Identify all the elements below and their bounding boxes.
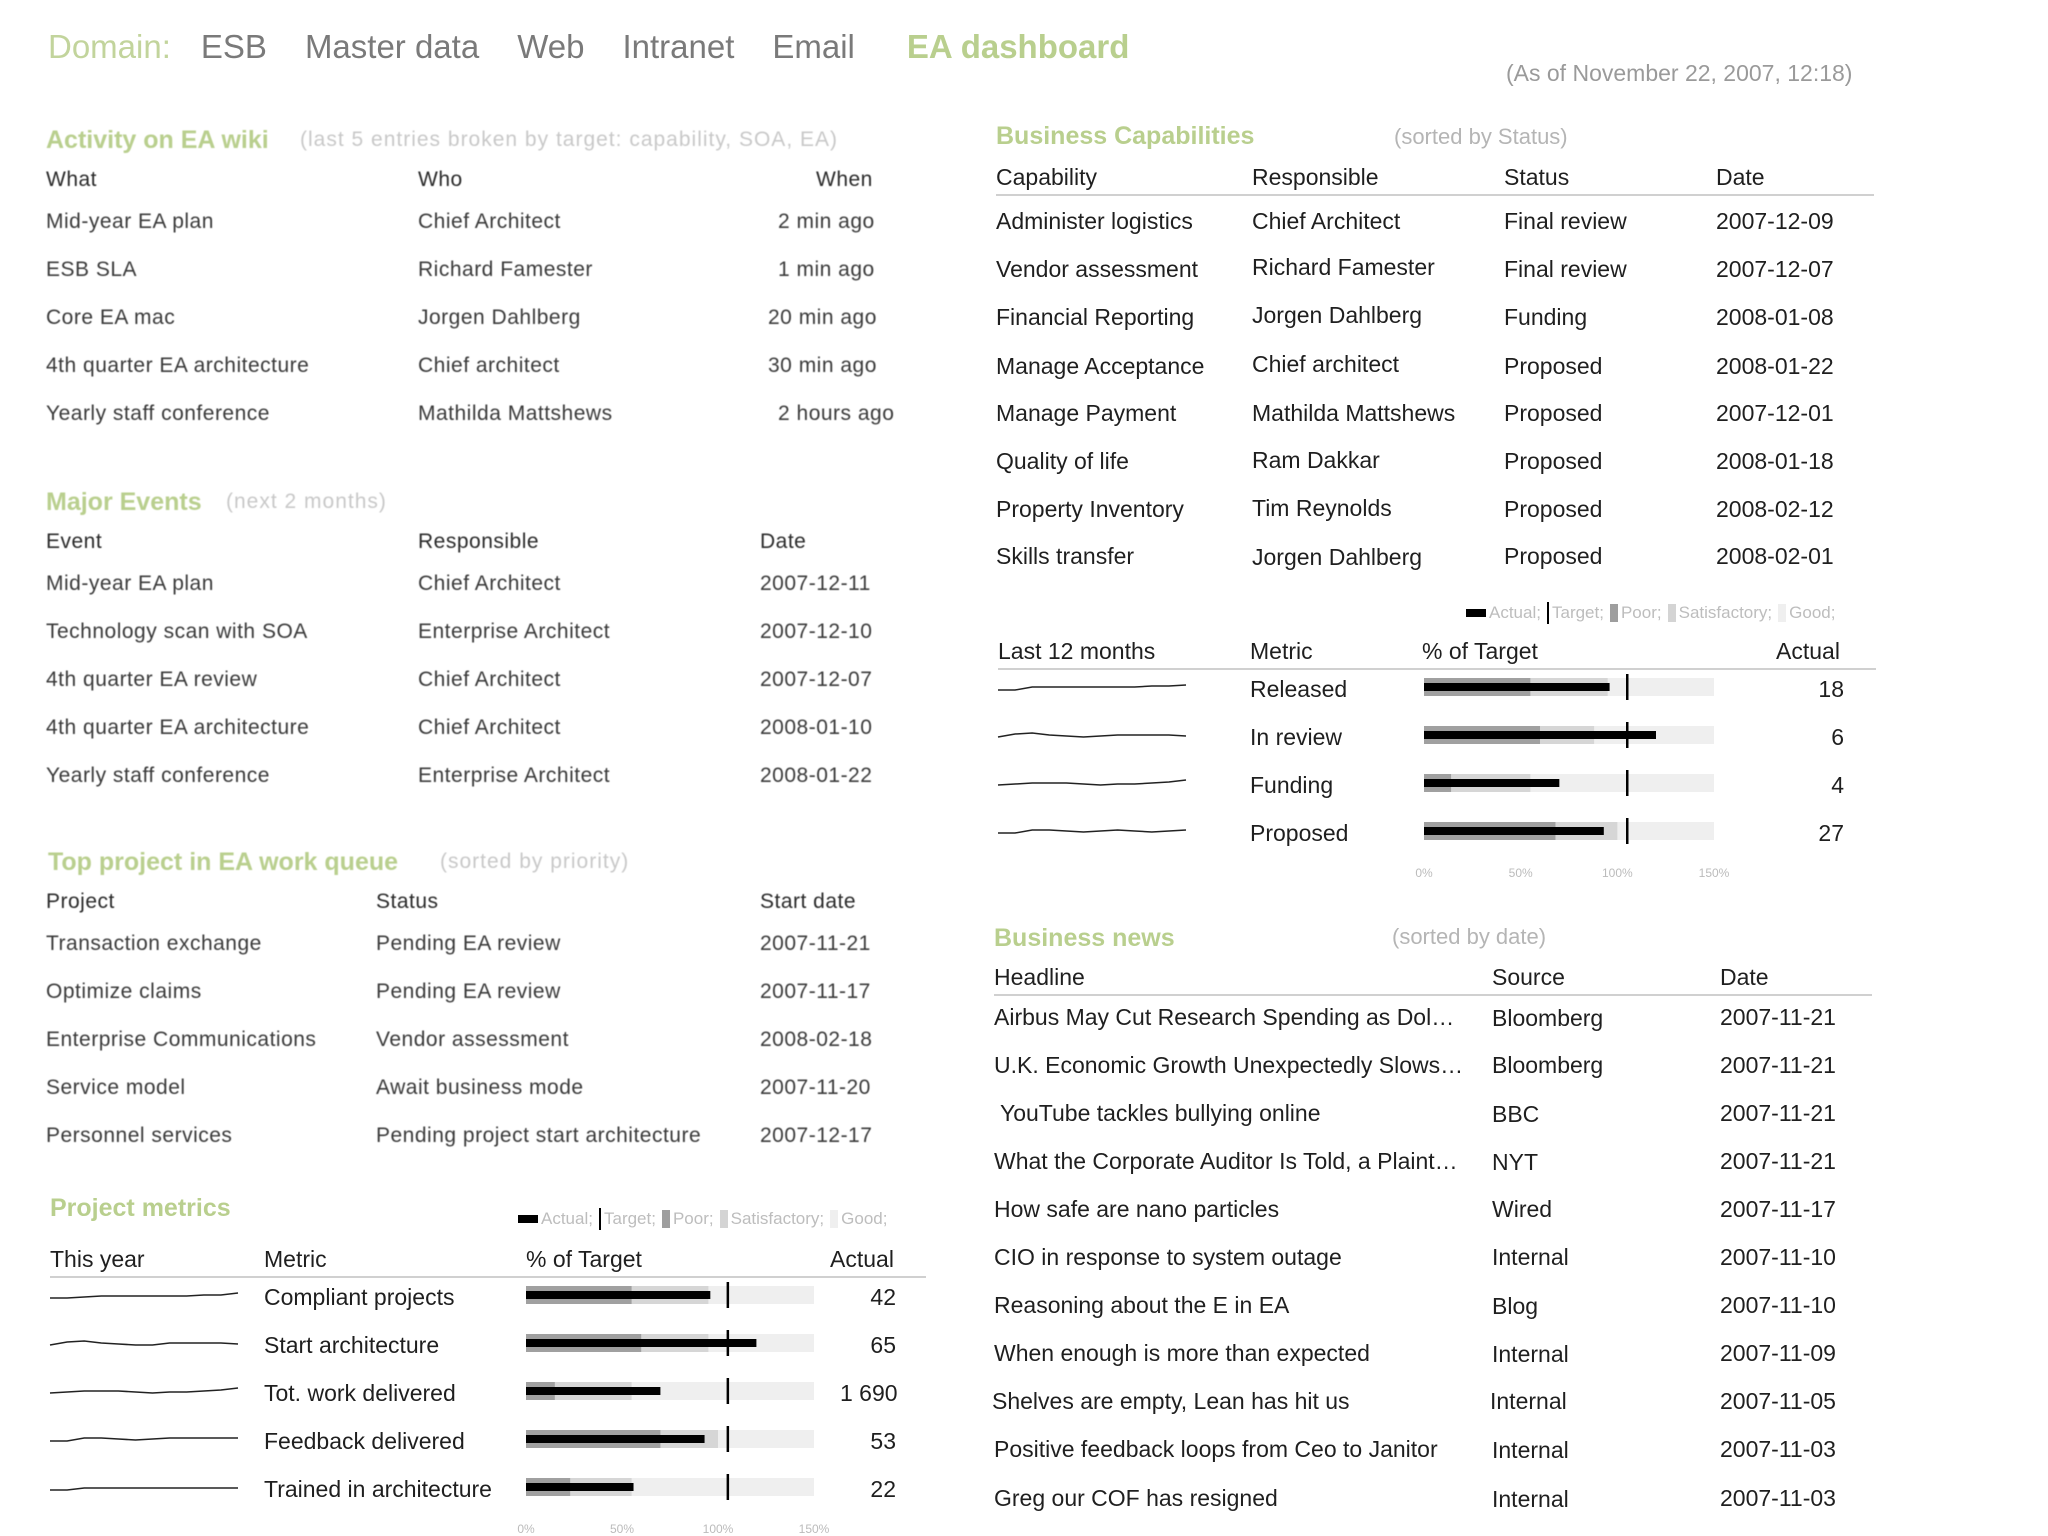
cell-date: 2008-01-22: [1716, 353, 1834, 379]
legend-target-swatch: [1547, 602, 1549, 624]
cell-status: Await business mode: [376, 1076, 584, 1099]
actual-bar: [1424, 779, 1559, 787]
header-divider: [996, 194, 1874, 196]
target-marker: [1626, 674, 1629, 700]
cell-start-date: 2007-11-17: [760, 980, 871, 1003]
sparkline-path: [50, 1341, 238, 1345]
legend-label: Poor;: [672, 1209, 714, 1228]
bullet-graph: [526, 1330, 814, 1356]
legend-label: Target;: [603, 1209, 656, 1228]
events-subtitle: (next 2 months): [226, 490, 387, 513]
cell-project: Transaction exchange: [46, 932, 262, 955]
cell-event: 4th quarter EA review: [46, 668, 258, 691]
sparkline: [998, 730, 1186, 746]
legend-label: Actual;: [541, 1209, 593, 1228]
cell-date: 2008-01-18: [1716, 448, 1834, 474]
cell-date: 2007-12-10: [760, 620, 873, 643]
news-headline-link[interactable]: Reasoning about the E in EA: [994, 1292, 1290, 1318]
project-metrics-legend: [518, 1208, 893, 1230]
actual-value: 6: [1831, 724, 1844, 750]
cell-responsible: Mathilda Mattshews: [1252, 400, 1456, 426]
axis-tick-label: 100%: [1601, 866, 1633, 880]
domain-label: Domain:: [48, 28, 171, 65]
cell-who: Richard Famester: [418, 258, 593, 281]
news-headline-link[interactable]: Shelves are empty, Lean has hit us: [992, 1388, 1350, 1414]
cell-source: NYT: [1492, 1149, 1538, 1175]
news-headline-link[interactable]: Airbus May Cut Research Spending as Dol…: [994, 1004, 1455, 1030]
legend-label: Actual;: [1489, 603, 1541, 622]
cell-start-date: 2007-11-21: [760, 932, 871, 955]
actual-value: 42: [870, 1284, 896, 1310]
cell-source: Blog: [1492, 1293, 1539, 1319]
top-nav: [48, 28, 1167, 76]
cell-source: Internal: [1492, 1486, 1569, 1512]
cell-who: Chief Architect: [418, 210, 561, 233]
sparkline-path: [998, 780, 1186, 785]
col-header: Metric: [264, 1246, 327, 1272]
legend-actual-swatch: [1466, 609, 1486, 617]
legend-label: Satisfactory;: [730, 1209, 825, 1228]
cell-status: Final review: [1504, 208, 1627, 234]
bullet-graph: [1424, 770, 1714, 796]
col-header: Status: [376, 890, 439, 913]
news-subtitle: (sorted by date): [1392, 924, 1547, 949]
activity-table: [46, 168, 895, 438]
sparkline: [50, 1290, 238, 1306]
cell-what: 4th quarter EA architecture: [46, 354, 310, 377]
cell-date: 2007-11-10: [1720, 1244, 1836, 1270]
sparkline: [998, 778, 1186, 794]
cell-status: Final review: [1504, 256, 1627, 282]
news-table: [994, 964, 1874, 1524]
target-marker: [1626, 818, 1629, 844]
cell-source: Internal: [1492, 1341, 1569, 1367]
target-marker: [727, 1474, 730, 1500]
col-header: % of Target: [1422, 638, 1538, 664]
events-title: Major Events: [46, 488, 202, 516]
col-header: When: [816, 168, 873, 191]
cell-status: Pending EA review: [376, 932, 561, 955]
sparkline-path: [998, 733, 1186, 737]
cell-date: 2007-11-03: [1720, 1485, 1836, 1511]
cell-what: Yearly staff conference: [46, 402, 270, 425]
legend-poor-swatch: [1610, 604, 1618, 622]
actual-value: 65: [870, 1332, 896, 1358]
bullet-graph: [526, 1378, 814, 1404]
events-table: [46, 530, 886, 800]
col-header: Last 12 months: [998, 638, 1156, 664]
cell-date: 2007-12-01: [1716, 400, 1834, 426]
news-headline-link[interactable]: CIO in response to system outage: [994, 1244, 1342, 1270]
news-headline-link[interactable]: YouTube tackles bullying online: [994, 1100, 1321, 1126]
legend-label: Good;: [1789, 603, 1836, 622]
cell-date: 2007-11-17: [1720, 1196, 1836, 1222]
cell-capability[interactable]: Property Inventory: [996, 496, 1184, 522]
cell-responsible: Jorgen Dahlberg: [1252, 544, 1423, 570]
target-marker: [1626, 722, 1629, 748]
actual-value: 27: [1818, 820, 1844, 846]
cell-responsible: Chief Architect: [418, 668, 561, 691]
legend-label: Target;: [1551, 603, 1604, 622]
sparkline-path: [998, 830, 1186, 833]
cell-status: Pending EA review: [376, 980, 561, 1003]
sparkline-path: [50, 1438, 238, 1441]
nav-link-esb[interactable]: ESB: [200, 28, 267, 65]
news-headline-link[interactable]: What the Corporate Auditor Is Told, a Plaint…: [994, 1148, 1458, 1174]
cell-when: 1 min ago: [778, 258, 875, 281]
axis-tick-label: 50%: [609, 1522, 635, 1536]
cell-date: 2007-11-10: [1720, 1292, 1836, 1318]
capabilities-title: Business Capabilities: [996, 122, 1255, 150]
cell-when: 20 min ago: [768, 306, 877, 329]
col-header: Responsible: [1252, 164, 1379, 190]
target-marker: [727, 1378, 730, 1404]
cell-date: 2007-11-21: [1720, 1148, 1836, 1174]
actual-bar: [1424, 827, 1604, 835]
col-header: Actual: [1776, 638, 1840, 664]
legend-label: Satisfactory;: [1678, 603, 1773, 622]
col-header: Project: [46, 890, 115, 913]
cell-responsible: Chief Architect: [418, 572, 561, 595]
cell-capability[interactable]: Skills transfer: [996, 543, 1135, 569]
target-marker: [1626, 770, 1629, 796]
sparkline: [998, 682, 1186, 698]
nav-link-intranet[interactable]: Intranet: [622, 28, 735, 65]
cell-capability[interactable]: Financial Reporting: [996, 304, 1195, 330]
col-header: % of Target: [526, 1246, 642, 1272]
cell-date: 2007-11-09: [1720, 1340, 1836, 1366]
cell-capability[interactable]: Manage Payment: [996, 400, 1177, 426]
axis-tick-label: 150%: [1698, 866, 1730, 880]
cell-date: 2007-11-21: [1720, 1052, 1836, 1078]
project-metrics-title: Project metrics: [50, 1194, 231, 1222]
cell-status: Proposed: [1504, 400, 1603, 426]
metric-label: In review: [1250, 724, 1343, 750]
queue-title: Top project in EA work queue: [48, 848, 399, 876]
cell-date: 2007-12-11: [760, 572, 871, 595]
cell-date: 2007-11-05: [1720, 1388, 1836, 1414]
cell-date: 2008-02-01: [1716, 543, 1834, 569]
cell-status: Pending project start architecture: [376, 1124, 702, 1147]
metric-label: Start architecture: [264, 1332, 440, 1358]
cell-date: 2007-12-07: [760, 668, 873, 691]
target-marker: [727, 1330, 730, 1356]
actual-bar: [526, 1483, 634, 1491]
col-header: Event: [46, 530, 103, 553]
cell-date: 2008-02-12: [1716, 496, 1834, 522]
bullet-graph: [526, 1282, 814, 1308]
cell-responsible: Ram Dakkar: [1252, 447, 1380, 473]
cell-start-date: 2008-02-18: [760, 1028, 873, 1051]
metric-label: Proposed: [1250, 820, 1349, 846]
col-header: Who: [418, 168, 463, 191]
axis-tick-label: 50%: [1508, 866, 1533, 880]
cell-source: Internal: [1492, 1437, 1569, 1463]
cell-date: 2007-11-03: [1720, 1436, 1836, 1462]
actual-value: 4: [1831, 772, 1844, 798]
col-header: Metric: [1250, 638, 1313, 664]
axis-tick-label: 150%: [798, 1522, 830, 1536]
news-headline-link[interactable]: Greg our COF has resigned: [994, 1485, 1278, 1511]
legend-label: Good;: [841, 1209, 888, 1228]
cell-event: 4th quarter EA architecture: [46, 716, 310, 739]
col-header: Actual: [830, 1246, 894, 1272]
nav-link-email[interactable]: Email: [772, 28, 855, 65]
cell-date: 2007-12-09: [1716, 208, 1834, 234]
cell-date: 2007-11-21: [1720, 1100, 1836, 1126]
cell-project: Service model: [46, 1076, 186, 1099]
cell-capability[interactable]: Administer logistics: [996, 208, 1193, 234]
col-header: Capability: [996, 164, 1097, 190]
cell-capability[interactable]: Quality of life: [996, 448, 1129, 474]
actual-value: 1 690: [840, 1380, 898, 1406]
nav-link-web[interactable]: Web: [517, 28, 585, 65]
header-divider: [998, 668, 1876, 670]
activity-title: Activity on EA wiki: [46, 126, 269, 154]
cell-responsible: Enterprise Architect: [418, 764, 611, 787]
metric-label: Compliant projects: [264, 1284, 455, 1310]
activity-subtitle: (last 5 entries broken by target: capability, SOA, EA): [300, 128, 838, 151]
news-title: Business news: [994, 924, 1175, 952]
col-header: Source: [1492, 964, 1565, 990]
col-header: Start date: [760, 890, 857, 913]
nav-link-master-data[interactable]: Master data: [304, 28, 480, 65]
cell-capability[interactable]: Manage Acceptance: [996, 353, 1205, 379]
actual-value: 53: [870, 1428, 896, 1454]
cell-who: Jorgen Dahlberg: [418, 306, 581, 329]
axis-tick-label: 100%: [702, 1522, 734, 1536]
cell-source: Internal: [1490, 1388, 1567, 1414]
queue-table: [46, 890, 886, 1160]
cell-source: Internal: [1492, 1244, 1569, 1270]
cell-capability[interactable]: Vendor assessment: [996, 256, 1199, 282]
bullet-graph: [526, 1426, 814, 1452]
cell-who: Mathilda Mattshews: [418, 402, 613, 425]
bullet-graph: [1424, 722, 1714, 748]
cell-source: Bloomberg: [1492, 1052, 1604, 1078]
as-of-timestamp: (As of November 22, 2007, 12:18): [1506, 60, 1853, 86]
legend-poor-swatch: [662, 1210, 670, 1228]
sparkline: [50, 1434, 238, 1450]
cell-responsible: Richard Famester: [1252, 254, 1435, 280]
cap-metrics-table: [998, 636, 1878, 896]
cap-metrics-legend: [1466, 602, 1841, 624]
cell-source: Wired: [1492, 1196, 1553, 1222]
cell-responsible: Chief Architect: [418, 716, 561, 739]
actual-value: 18: [1818, 676, 1844, 702]
bullet-graph: [526, 1474, 814, 1500]
cell-what: Mid-year EA plan: [46, 210, 214, 233]
cell-status: Funding: [1504, 304, 1588, 330]
legend-good-swatch: [830, 1210, 838, 1228]
legend-satisfactory-swatch: [1668, 604, 1676, 622]
cell-start-date: 2007-12-17: [760, 1124, 873, 1147]
cell-event: Mid-year EA plan: [46, 572, 214, 595]
capabilities-subtitle: (sorted by Status): [1394, 124, 1568, 149]
metric-label: Funding: [1250, 772, 1334, 798]
project-metrics-table: [50, 1242, 930, 1536]
col-header: Date: [760, 530, 807, 553]
cell-responsible: Chief architect: [1252, 351, 1400, 377]
cell-event: Technology scan with SOA: [46, 620, 308, 643]
col-header: What: [46, 168, 98, 191]
metric-label: Feedback delivered: [264, 1428, 465, 1454]
header-divider: [994, 994, 1872, 996]
cell-when: 30 min ago: [768, 354, 877, 377]
bullet-graph: [1424, 818, 1714, 844]
legend-satisfactory-swatch: [720, 1210, 728, 1228]
legend-label: Poor;: [1620, 603, 1662, 622]
cell-status: Vendor assessment: [376, 1028, 569, 1051]
actual-bar: [526, 1435, 705, 1443]
cell-what: Core EA mac: [46, 306, 176, 329]
sparkline-path: [998, 685, 1186, 690]
col-header: Date: [1716, 164, 1765, 190]
legend-target-swatch: [599, 1208, 601, 1230]
cell-responsible: Chief Architect: [1252, 208, 1401, 234]
cell-date: 2007-12-07: [1716, 256, 1834, 282]
news-headline-link[interactable]: U.K. Economic Growth Unexpectedly Slows…: [994, 1052, 1464, 1078]
header-divider: [50, 1276, 926, 1278]
cell-who: Chief architect: [418, 354, 560, 377]
target-marker: [727, 1282, 730, 1308]
actual-value: 22: [870, 1476, 896, 1502]
cell-status: Proposed: [1504, 543, 1603, 569]
cell-what: ESB SLA: [46, 258, 138, 281]
queue-subtitle: (sorted by priority): [440, 850, 630, 873]
sparkline: [50, 1386, 238, 1402]
news-headline-link[interactable]: Positive feedback loops from Ceo to Janitor: [994, 1436, 1438, 1462]
col-header: Headline: [994, 964, 1085, 990]
cell-date: 2008-01-08: [1716, 304, 1834, 330]
cell-project: Personnel services: [46, 1124, 233, 1147]
cell-date: 2008-01-10: [760, 716, 873, 739]
cell-project: Enterprise Communications: [46, 1028, 317, 1051]
axis-tick-label: 0%: [517, 1522, 535, 1536]
legend-actual-swatch: [518, 1215, 538, 1223]
metric-label: Released: [1250, 676, 1348, 702]
cell-project: Optimize claims: [46, 980, 202, 1003]
actual-bar: [526, 1339, 756, 1347]
news-headline-link[interactable]: How safe are nano particles: [994, 1196, 1280, 1222]
sparkline: [998, 826, 1186, 842]
capabilities-table: [996, 164, 1876, 584]
cell-event: Yearly staff conference: [46, 764, 270, 787]
cell-source: Bloomberg: [1492, 1005, 1604, 1031]
metric-label: Trained in architecture: [264, 1476, 492, 1502]
cell-status: Proposed: [1504, 353, 1603, 379]
actual-bar: [526, 1387, 660, 1395]
cell-responsible: Jorgen Dahlberg: [1252, 302, 1423, 328]
cell-status: Proposed: [1504, 496, 1603, 522]
cell-date: 2007-11-21: [1720, 1004, 1836, 1030]
news-headline-link[interactable]: When enough is more than expected: [994, 1340, 1370, 1366]
cell-source: BBC: [1492, 1101, 1540, 1127]
cell-when: 2 hours ago: [778, 402, 895, 425]
cell-start-date: 2007-11-20: [760, 1076, 871, 1099]
cell-when: 2 min ago: [778, 210, 875, 233]
cell-responsible: Tim Reynolds: [1252, 495, 1392, 521]
col-header: Responsible: [418, 530, 540, 553]
col-header: Status: [1504, 164, 1570, 190]
sparkline-path: [50, 1488, 238, 1490]
sparkline-path: [50, 1388, 238, 1393]
legend-good-swatch: [1778, 604, 1786, 622]
actual-bar: [526, 1291, 710, 1299]
cell-date: 2008-01-22: [760, 764, 873, 787]
col-header: Date: [1720, 964, 1769, 990]
target-marker: [727, 1426, 730, 1452]
sparkline: [50, 1482, 238, 1498]
actual-bar: [1424, 731, 1656, 739]
sparkline: [50, 1338, 238, 1354]
col-header: This year: [50, 1246, 145, 1272]
metric-label: Tot. work delivered: [264, 1380, 456, 1406]
cell-responsible: Enterprise Architect: [418, 620, 611, 643]
cell-status: Proposed: [1504, 448, 1603, 474]
sparkline-path: [50, 1293, 238, 1298]
bullet-graph: [1424, 674, 1714, 700]
axis-tick-label: 0%: [1415, 866, 1433, 880]
nav-link-ea-dashboard[interactable]: EA dashboard: [906, 28, 1130, 65]
actual-bar: [1424, 683, 1610, 691]
